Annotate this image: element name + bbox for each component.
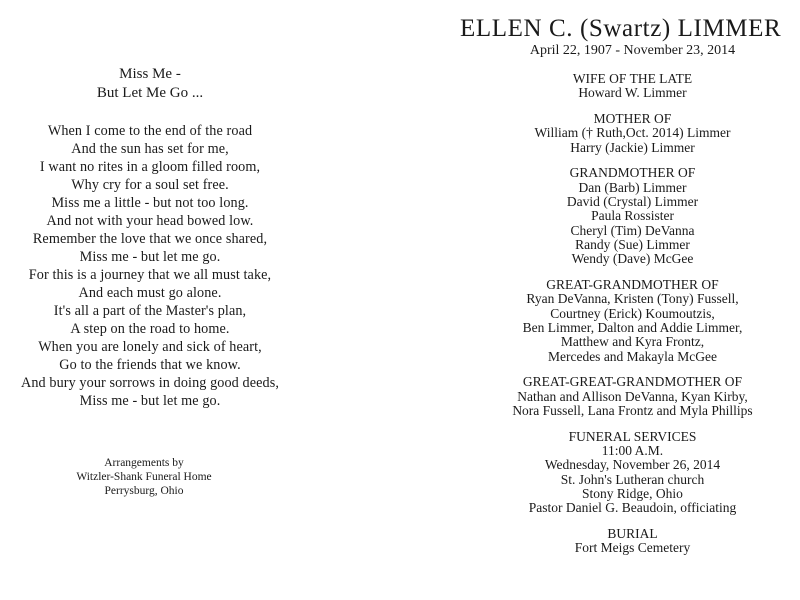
family-member: Randy (Sue) Limmer	[575, 236, 690, 252]
family-member: Ryan DeVanna, Kristen (Tony) Fussell,	[526, 291, 739, 307]
section-heading: GRANDMOTHER OF	[569, 165, 696, 181]
obituary-body	[400, 72, 800, 567]
family-member: William († Ruth,Oct. 2014) Limmer	[534, 125, 731, 141]
family-member: Howard W. Limmer	[578, 85, 687, 101]
poem-line: It's all a part of the Master's plan,	[53, 303, 247, 319]
family-member: Paula Rossister	[591, 208, 674, 224]
funeral-home-credit	[44, 456, 244, 498]
section-heading: MOTHER OF	[593, 111, 672, 127]
service-officiant: Pastor Daniel G. Beaudoin, officiating	[528, 500, 737, 516]
section-heading: FUNERAL SERVICES	[568, 428, 697, 444]
poem-line: And each must go alone.	[78, 285, 222, 301]
poem-line: Miss me - but let me go.	[79, 393, 221, 409]
burial-cemetery: Fort Meigs Cemetery	[574, 540, 691, 556]
service-date: Wednesday, November 26, 2014	[544, 457, 721, 473]
family-member: Courtney (Erick) Koumoutzis,	[550, 305, 715, 321]
service-time: 11:00 A.M.	[601, 443, 664, 459]
poem-line: And bury your sorrows in doing good deeds,	[21, 375, 279, 391]
family-member: Harry (Jackie) Limmer	[570, 139, 695, 155]
section-wife-of	[400, 72, 800, 101]
right-page	[400, 0, 800, 600]
poem-line: When you are lonely and sick of heart,	[38, 339, 262, 355]
section-burial	[400, 527, 800, 556]
family-member: Wendy (Dave) McGee	[571, 251, 694, 267]
family-member: Ben Limmer, Dalton and Addie Limmer,	[522, 319, 743, 335]
arrangements-line: Arrangements by	[104, 457, 184, 469]
poem-body	[0, 122, 300, 410]
funeral-home-location: Perrysburg, Ohio	[104, 485, 184, 497]
life-dates: April 22, 1907 - November 23, 2014	[529, 43, 736, 58]
family-member: Nathan and Allison DeVanna, Kyan Kirby,	[517, 388, 748, 404]
section-heading: GREAT-GRANDMOTHER OF	[546, 277, 719, 293]
family-member: David (Crystal) Limmer	[566, 194, 699, 210]
section-grandmother-of	[400, 166, 800, 266]
funeral-home-name: Witzler-Shank Funeral Home	[76, 471, 212, 483]
deceased-name: ELLEN C. (Swartz) LIMMER	[460, 15, 782, 42]
section-mother-of	[400, 112, 800, 155]
poem-line: Remember the love that we once shared,	[32, 231, 268, 247]
service-church: St. John's Lutheran church	[560, 471, 705, 487]
poem-line: Miss me a little - but not too long.	[51, 195, 249, 211]
poem-line: I want no rites in a gloom filled room,	[39, 159, 261, 175]
family-member: Mercedes and Makayla McGee	[547, 348, 718, 364]
section-heading: WIFE OF THE LATE	[572, 71, 693, 86]
section-great-grandmother-of	[400, 278, 800, 364]
poem-line: Why cry for a soul set free.	[71, 177, 229, 193]
poem-line: And not with your head bowed low.	[46, 213, 254, 229]
poem-title	[0, 65, 300, 103]
family-member: Dan (Barb) Limmer	[578, 179, 687, 195]
family-member: Matthew and Kyra Frontz,	[560, 334, 705, 350]
poem-line: For this is a journey that we all must take,	[28, 267, 272, 283]
section-heading: GREAT-GREAT-GRANDMOTHER OF	[522, 374, 743, 390]
poem-title-line: Miss Me -	[119, 66, 181, 82]
service-location: Stony Ridge, Ohio	[582, 485, 683, 501]
poem-line: Miss me - but let me go.	[79, 249, 221, 265]
family-member: Cheryl (Tim) DeVanna	[570, 222, 695, 238]
poem-line: And the sun has set for me,	[71, 141, 229, 157]
section-funeral-services	[400, 430, 800, 516]
family-member: Nora Fussell, Lana Frontz and Myla Phillips	[512, 402, 753, 418]
section-great-great-grandmother-of	[400, 375, 800, 418]
poem-line: When I come to the end of the road	[47, 123, 253, 139]
section-heading: BURIAL	[607, 526, 658, 542]
poem-line: A step on the road to home.	[70, 321, 230, 337]
poem-line: Go to the friends that we know.	[59, 357, 241, 373]
poem-title-line: But Let Me Go ...	[96, 85, 204, 101]
